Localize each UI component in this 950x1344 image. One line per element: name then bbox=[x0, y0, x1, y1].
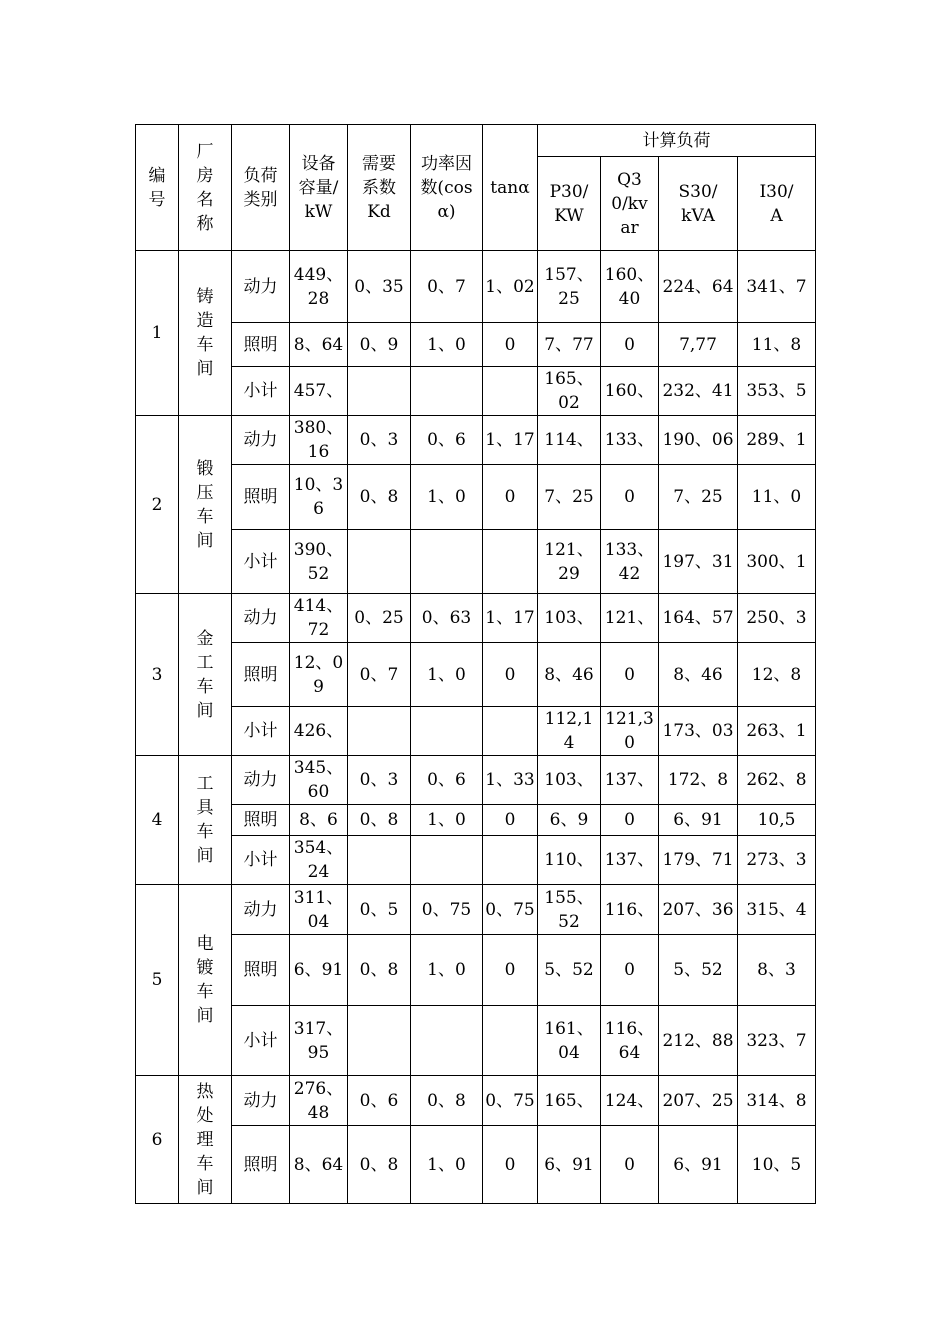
cell-i30: 341、7 bbox=[738, 251, 816, 323]
cell-q30: 0 bbox=[601, 323, 659, 367]
cell-q30: 0 bbox=[601, 465, 659, 530]
table-row bbox=[136, 251, 816, 323]
cell-p30: 161、04 bbox=[538, 1006, 601, 1076]
cell-s30: 190、06 bbox=[659, 416, 738, 465]
cell-tan: 0 bbox=[483, 935, 538, 1006]
cell-category: 动力 bbox=[232, 594, 290, 643]
header-tan: tanα bbox=[483, 125, 538, 251]
cell-i30: 300、1 bbox=[738, 530, 816, 594]
cell-power-factor: 1、0 bbox=[411, 1126, 483, 1204]
cell-tan: 0 bbox=[483, 465, 538, 530]
cell-s30: 7,77 bbox=[659, 323, 738, 367]
cell-power-factor: 1、0 bbox=[411, 323, 483, 367]
cell-capacity: 414、72 bbox=[290, 594, 348, 643]
cell-i30: 10,5 bbox=[738, 805, 816, 836]
cell-power-factor: 0、6 bbox=[411, 416, 483, 465]
header-capacity: 设备容量/kW bbox=[290, 125, 348, 251]
cell-s30: 232、41 bbox=[659, 367, 738, 416]
table-row bbox=[136, 707, 816, 756]
cell-category: 小计 bbox=[232, 1006, 290, 1076]
cell-p30: 121、29 bbox=[538, 530, 601, 594]
cell-tan: 0、75 bbox=[483, 885, 538, 935]
cell-demand-factor: 0、8 bbox=[348, 935, 411, 1006]
workshop-name: 电镀车间 bbox=[179, 885, 232, 1076]
cell-demand-factor: 0、8 bbox=[348, 1126, 411, 1204]
cell-tan bbox=[483, 530, 538, 594]
cell-capacity: 6、91 bbox=[290, 935, 348, 1006]
cell-tan: 1、02 bbox=[483, 251, 538, 323]
cell-demand-factor bbox=[348, 367, 411, 416]
cell-q30: 137、 bbox=[601, 836, 659, 885]
cell-s30: 5、52 bbox=[659, 935, 738, 1006]
cell-tan bbox=[483, 1006, 538, 1076]
cell-capacity: 317、95 bbox=[290, 1006, 348, 1076]
cell-i30: 263、1 bbox=[738, 707, 816, 756]
table-row bbox=[136, 416, 816, 465]
cell-p30: 103、 bbox=[538, 756, 601, 805]
cell-s30: 212、88 bbox=[659, 1006, 738, 1076]
cell-category: 照明 bbox=[232, 323, 290, 367]
cell-category: 动力 bbox=[232, 756, 290, 805]
cell-demand-factor: 0、25 bbox=[348, 594, 411, 643]
cell-tan: 0 bbox=[483, 805, 538, 836]
cell-q30: 160、 bbox=[601, 367, 659, 416]
cell-tan bbox=[483, 836, 538, 885]
header-plant: 厂房名称 bbox=[179, 125, 232, 251]
cell-i30: 11、0 bbox=[738, 465, 816, 530]
cell-demand-factor: 0、9 bbox=[348, 323, 411, 367]
cell-s30: 8、46 bbox=[659, 643, 738, 707]
cell-demand-factor bbox=[348, 707, 411, 756]
cell-i30: 353、5 bbox=[738, 367, 816, 416]
cell-power-factor: 0、8 bbox=[411, 1076, 483, 1126]
cell-i30: 11、8 bbox=[738, 323, 816, 367]
cell-i30: 323、7 bbox=[738, 1006, 816, 1076]
table-row bbox=[136, 756, 816, 805]
cell-demand-factor: 0、3 bbox=[348, 416, 411, 465]
cell-i30: 314、8 bbox=[738, 1076, 816, 1126]
cell-s30: 172、8 bbox=[659, 756, 738, 805]
cell-category: 小计 bbox=[232, 367, 290, 416]
cell-capacity: 426、 bbox=[290, 707, 348, 756]
load-calculation-table bbox=[135, 124, 816, 1204]
cell-power-factor: 1、0 bbox=[411, 805, 483, 836]
cell-p30: 165、 bbox=[538, 1076, 601, 1126]
cell-power-factor: 1、0 bbox=[411, 643, 483, 707]
cell-category: 动力 bbox=[232, 251, 290, 323]
cell-tan bbox=[483, 367, 538, 416]
cell-tan: 1、17 bbox=[483, 594, 538, 643]
workshop-name: 热处理车间 bbox=[179, 1076, 232, 1204]
header-category: 负荷类别 bbox=[232, 125, 290, 251]
cell-capacity: 276、48 bbox=[290, 1076, 348, 1126]
cell-category: 小计 bbox=[232, 530, 290, 594]
cell-p30: 114、 bbox=[538, 416, 601, 465]
cell-s30: 197、31 bbox=[659, 530, 738, 594]
cell-tan: 1、17 bbox=[483, 416, 538, 465]
cell-power-factor: 0、75 bbox=[411, 885, 483, 935]
cell-demand-factor: 0、35 bbox=[348, 251, 411, 323]
cell-power-factor bbox=[411, 707, 483, 756]
cell-capacity: 390、52 bbox=[290, 530, 348, 594]
cell-p30: 165、02 bbox=[538, 367, 601, 416]
cell-power-factor: 1、0 bbox=[411, 465, 483, 530]
cell-power-factor: 1、0 bbox=[411, 935, 483, 1006]
cell-demand-factor bbox=[348, 836, 411, 885]
cell-s30: 179、71 bbox=[659, 836, 738, 885]
cell-q30: 0 bbox=[601, 805, 659, 836]
cell-demand-factor: 0、7 bbox=[348, 643, 411, 707]
header-i30: I30/A bbox=[738, 157, 816, 251]
workshop-name: 金工车间 bbox=[179, 594, 232, 756]
cell-q30: 0 bbox=[601, 643, 659, 707]
cell-category: 照明 bbox=[232, 805, 290, 836]
cell-category: 小计 bbox=[232, 707, 290, 756]
table-row bbox=[136, 530, 816, 594]
cell-s30: 173、03 bbox=[659, 707, 738, 756]
cell-capacity: 8、64 bbox=[290, 323, 348, 367]
cell-demand-factor: 0、8 bbox=[348, 465, 411, 530]
cell-p30: 6、9 bbox=[538, 805, 601, 836]
workshop-name: 锻压车间 bbox=[179, 416, 232, 594]
cell-p30: 110、 bbox=[538, 836, 601, 885]
table-row bbox=[136, 465, 816, 530]
cell-q30: 0 bbox=[601, 935, 659, 1006]
cell-q30: 160、40 bbox=[601, 251, 659, 323]
header-demand-factor: 需要系数Kd bbox=[348, 125, 411, 251]
cell-capacity: 8、64 bbox=[290, 1126, 348, 1204]
cell-s30: 224、64 bbox=[659, 251, 738, 323]
cell-power-factor: 0、7 bbox=[411, 251, 483, 323]
header-s30: S30/kVA bbox=[659, 157, 738, 251]
cell-tan: 1、33 bbox=[483, 756, 538, 805]
cell-capacity: 10、36 bbox=[290, 465, 348, 530]
cell-category: 动力 bbox=[232, 885, 290, 935]
cell-capacity: 311、04 bbox=[290, 885, 348, 935]
cell-demand-factor bbox=[348, 1006, 411, 1076]
table-body bbox=[136, 125, 816, 1204]
cell-q30: 116、64 bbox=[601, 1006, 659, 1076]
cell-demand-factor bbox=[348, 530, 411, 594]
workshop-number: 3 bbox=[136, 594, 179, 756]
cell-category: 照明 bbox=[232, 465, 290, 530]
cell-demand-factor: 0、5 bbox=[348, 885, 411, 935]
workshop-number: 2 bbox=[136, 416, 179, 594]
cell-tan bbox=[483, 707, 538, 756]
header-no: 编号 bbox=[136, 125, 179, 251]
workshop-name: 铸造车间 bbox=[179, 251, 232, 416]
cell-capacity: 8、6 bbox=[290, 805, 348, 836]
header-row-top bbox=[136, 125, 816, 157]
cell-q30: 0 bbox=[601, 1126, 659, 1204]
header-p30: P30/KW bbox=[538, 157, 601, 251]
cell-p30: 6、91 bbox=[538, 1126, 601, 1204]
cell-category: 照明 bbox=[232, 1126, 290, 1204]
cell-q30: 121,30 bbox=[601, 707, 659, 756]
cell-category: 动力 bbox=[232, 416, 290, 465]
table-row bbox=[136, 1006, 816, 1076]
workshop-number: 1 bbox=[136, 251, 179, 416]
cell-i30: 315、4 bbox=[738, 885, 816, 935]
cell-category: 小计 bbox=[232, 836, 290, 885]
cell-capacity: 345、60 bbox=[290, 756, 348, 805]
cell-i30: 10、5 bbox=[738, 1126, 816, 1204]
cell-category: 照明 bbox=[232, 935, 290, 1006]
cell-p30: 7、77 bbox=[538, 323, 601, 367]
cell-demand-factor: 0、6 bbox=[348, 1076, 411, 1126]
cell-power-factor: 0、6 bbox=[411, 756, 483, 805]
cell-capacity: 449、28 bbox=[290, 251, 348, 323]
cell-tan: 0 bbox=[483, 323, 538, 367]
workshop-number: 4 bbox=[136, 756, 179, 885]
table-row bbox=[136, 367, 816, 416]
cell-power-factor bbox=[411, 530, 483, 594]
cell-i30: 250、3 bbox=[738, 594, 816, 643]
table-row bbox=[136, 1076, 816, 1126]
cell-p30: 8、46 bbox=[538, 643, 601, 707]
cell-s30: 7、25 bbox=[659, 465, 738, 530]
table-row bbox=[136, 594, 816, 643]
workshop-name: 工具车间 bbox=[179, 756, 232, 885]
cell-category: 动力 bbox=[232, 1076, 290, 1126]
cell-capacity: 12、09 bbox=[290, 643, 348, 707]
table-row bbox=[136, 1126, 816, 1204]
cell-power-factor bbox=[411, 836, 483, 885]
cell-i30: 8、3 bbox=[738, 935, 816, 1006]
cell-i30: 12、8 bbox=[738, 643, 816, 707]
cell-i30: 262、8 bbox=[738, 756, 816, 805]
table-row bbox=[136, 643, 816, 707]
cell-power-factor bbox=[411, 1006, 483, 1076]
cell-p30: 157、25 bbox=[538, 251, 601, 323]
cell-p30: 5、52 bbox=[538, 935, 601, 1006]
cell-q30: 133、 bbox=[601, 416, 659, 465]
cell-p30: 155、52 bbox=[538, 885, 601, 935]
cell-s30: 6、91 bbox=[659, 1126, 738, 1204]
cell-q30: 121、 bbox=[601, 594, 659, 643]
cell-power-factor bbox=[411, 367, 483, 416]
table-row bbox=[136, 323, 816, 367]
cell-s30: 207、36 bbox=[659, 885, 738, 935]
cell-power-factor: 0、63 bbox=[411, 594, 483, 643]
cell-tan: 0 bbox=[483, 1126, 538, 1204]
cell-capacity: 380、16 bbox=[290, 416, 348, 465]
cell-s30: 207、25 bbox=[659, 1076, 738, 1126]
header-power-factor: 功率因数(cosα) bbox=[411, 125, 483, 251]
cell-category: 照明 bbox=[232, 643, 290, 707]
cell-i30: 273、3 bbox=[738, 836, 816, 885]
cell-i30: 289、1 bbox=[738, 416, 816, 465]
cell-q30: 137、 bbox=[601, 756, 659, 805]
cell-capacity: 457、 bbox=[290, 367, 348, 416]
header-calc-load: 计算负荷 bbox=[538, 125, 816, 157]
cell-p30: 103、 bbox=[538, 594, 601, 643]
cell-q30: 124、 bbox=[601, 1076, 659, 1126]
header-q30: Q30/kvar bbox=[601, 157, 659, 251]
cell-tan: 0、75 bbox=[483, 1076, 538, 1126]
cell-tan: 0 bbox=[483, 643, 538, 707]
cell-q30: 133、42 bbox=[601, 530, 659, 594]
cell-q30: 116、 bbox=[601, 885, 659, 935]
table-row bbox=[136, 836, 816, 885]
table-row bbox=[136, 935, 816, 1006]
workshop-number: 6 bbox=[136, 1076, 179, 1204]
cell-demand-factor: 0、8 bbox=[348, 805, 411, 836]
cell-demand-factor: 0、3 bbox=[348, 756, 411, 805]
cell-s30: 164、57 bbox=[659, 594, 738, 643]
cell-p30: 7、25 bbox=[538, 465, 601, 530]
cell-s30: 6、91 bbox=[659, 805, 738, 836]
cell-capacity: 354、24 bbox=[290, 836, 348, 885]
cell-p30: 112,14 bbox=[538, 707, 601, 756]
workshop-number: 5 bbox=[136, 885, 179, 1076]
table-row bbox=[136, 805, 816, 836]
table-row bbox=[136, 885, 816, 935]
